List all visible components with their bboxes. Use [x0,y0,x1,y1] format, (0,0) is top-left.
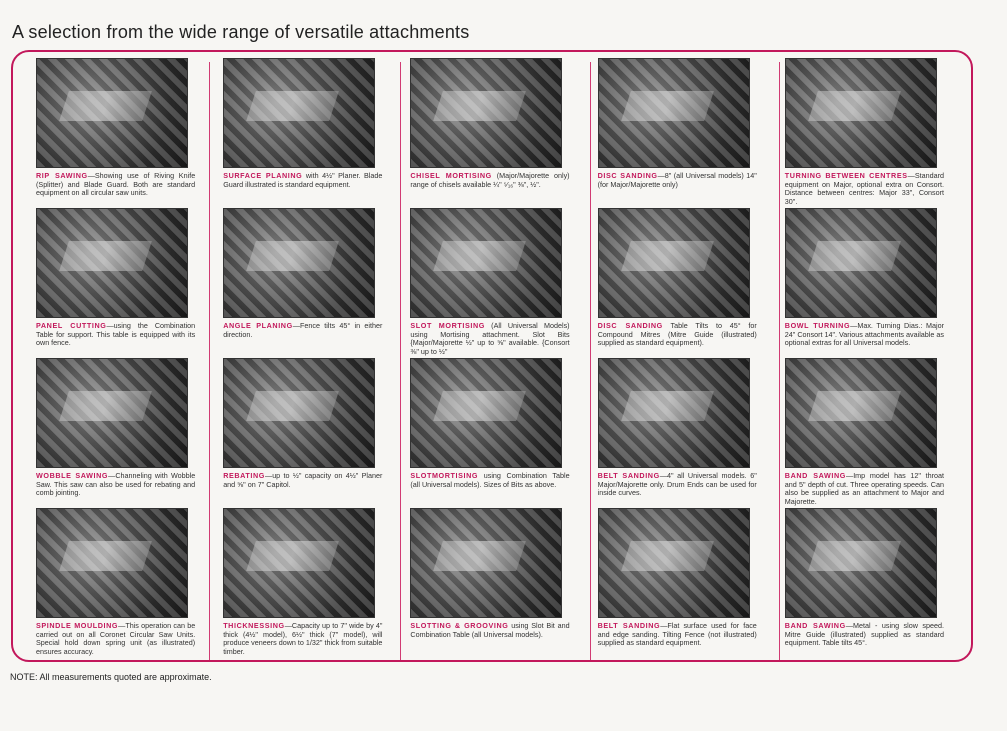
attachment-caption [36,472,195,498]
attachment-caption [36,322,195,348]
attachment-title: DISC SANDING [597,321,663,330]
attachment-description: —Capacity up to 7" wide by 4" thick (4½" model), 6½" thick (7" model), will produce veneers down to 1/32" thick from suitable timber. [223,621,383,656]
attachment-title: DISC SANDING [597,171,658,180]
attachment-title: REBATING [223,471,265,480]
attachment-caption [410,472,569,489]
attachment-card [396,56,583,206]
attachment-title: SLOTMORTISING [410,471,479,480]
attachment-description: Table Tilts to 45° for Compound Mitres (Mitre Guide (illustrated) supplied as standard equipment). [597,321,757,348]
attachment-title: RIP SAWING [36,171,88,180]
attachment-description: —Flat surface used for face and edge sanding. Tilting Fence (not illustrated) supplied as standard equipment. [597,621,757,648]
attachment-card [396,206,583,356]
attachment-title: SLOTTING & GROOVING [410,621,509,630]
attachment-photo [785,208,937,318]
attachment-caption [410,622,569,639]
attachments-grid [22,56,958,656]
attachment-photo [36,58,188,168]
attachment-caption [36,172,195,198]
attachment-photo [785,58,937,168]
attachment-description: —Fence tilts 45° in either direction. [223,321,383,339]
attachment-caption [223,472,382,489]
attachment-photo [410,208,562,318]
attachment-title: SPINDLE MOULDING [36,621,119,630]
attachment-photo [36,208,188,318]
attachment-description: (Major/Majorette only) range of chisels available ¼" ⁵⁄₁₆" ⅜", ½". [410,171,570,189]
attachment-caption [785,322,944,348]
attachment-caption [410,322,569,356]
attachment-photo [785,508,937,618]
attachment-caption [785,622,944,648]
attachment-photo [410,358,562,468]
attachment-card [209,506,396,656]
attachment-card [396,506,583,656]
footnote: NOTE: All measurements quoted are approximate. [10,672,212,682]
attachment-caption [598,622,757,648]
attachment-card [209,356,396,506]
attachment-title: ANGLE PLANING [223,321,293,330]
attachment-description: —Max. Turning Dias.: Major 24" Consort 14". Various attachments available as optional extras for all Universal models. [784,321,944,348]
attachment-caption [223,622,382,656]
attachment-caption [223,172,382,189]
attachment-description: —using the Combination Table for support. This table is equipped with its own fence. [36,321,196,348]
attachment-description: —Channeling with Wobble Saw. This saw can also be used for rebating and comb jointing. [36,471,196,498]
attachment-description: with 4½" Planer. Blade Guard illustrated is standard equipment. [223,171,383,189]
attachment-caption [410,172,569,189]
attachment-card [396,356,583,506]
attachment-title: BELT SANDING [597,471,660,480]
attachment-card [771,356,958,506]
attachment-caption [785,172,944,206]
attachment-card [22,206,209,356]
attachment-description: —up to ½" capacity on 4½" Planer and ⅝" on 7" Capitol. [223,471,383,489]
attachment-photo [598,358,750,468]
attachment-description: —8" (all Universal models) 14" (for Major/Majorette only) [597,171,757,189]
attachment-title: TURNING BETWEEN CENTRES [784,171,908,180]
attachment-description: —This operation can be carried out on all Coronet Circular Saw Units. Special hold down spring unit (as illustrated) ensures accuracy. [36,621,196,656]
attachment-card [209,56,396,206]
attachment-photo [223,508,375,618]
attachment-photo [36,358,188,468]
attachment-title: SURFACE PLANING [223,171,303,180]
attachment-title: BELT SANDING [597,621,661,630]
attachment-card [771,56,958,206]
attachment-description: using Combination Table (all Universal models). Sizes of Bits as above. [410,471,570,489]
attachment-title: WOBBLE SAWING [36,471,109,480]
attachment-description: —4" all Universal models. 6" Major/Majorette only. Drum Ends can be used for inside curves. [597,471,757,498]
attachment-card [584,206,771,356]
attachment-description: —Standard equipment on Major, optional extra on Consort. Distance between centres: Major 33", Consort 30". [784,171,944,206]
attachment-photo [223,208,375,318]
attachment-description: —Showing use of Riving Knife (Splitter) and Blade Guard. Both are standard equipment on all circular saw units. [36,171,196,198]
attachment-photo [36,508,188,618]
attachment-title: THICKNESSING [223,621,285,630]
attachment-photo [598,208,750,318]
attachment-caption [785,472,944,506]
attachment-caption [223,322,382,339]
attachment-title: BAND SAWING [784,621,846,630]
attachment-title: SLOT MORTISING [410,321,485,330]
attachment-card [584,506,771,656]
attachment-photo [785,358,937,468]
attachment-title: PANEL CUTTING [36,321,107,330]
attachment-card [584,356,771,506]
attachment-card [771,206,958,356]
attachment-caption [598,172,757,189]
attachment-card [22,506,209,656]
attachment-description: —Imp model has 12" throat and 5" depth of cut. Three operating speeds. Can also be supplied as an attachment to Major and Majorette. [784,471,944,506]
attachment-card [584,56,771,206]
attachment-caption [598,322,757,348]
attachment-photo [598,508,750,618]
attachment-card [22,356,209,506]
attachment-description: —Metal - using slow speed. Mitre Guide (illustrated) supplied as standard equipment. Table tilts 45°. [784,621,944,648]
attachment-card [209,206,396,356]
attachment-photo [410,58,562,168]
attachment-photo [223,58,375,168]
attachment-title: BOWL TURNING [784,321,851,330]
attachment-card [771,506,958,656]
attachment-caption [36,622,195,656]
attachment-photo [410,508,562,618]
attachment-photo [598,58,750,168]
attachment-description: (All Universal Models) using Mortising attachment. Slot Bits {Major/Majorette ½" up to ⅝" available. {Consort ⅜" up to ½" [410,321,570,356]
attachment-caption [598,472,757,498]
attachment-description: using Slot Bit and Combination Table (all Universal models). [410,621,570,639]
attachment-title: BAND SAWING [784,471,846,480]
page-title: A selection from the wide range of versatile attachments [12,22,470,42]
attachment-title: CHISEL MORTISING [410,171,492,180]
attachment-photo [223,358,375,468]
attachment-card [22,56,209,206]
